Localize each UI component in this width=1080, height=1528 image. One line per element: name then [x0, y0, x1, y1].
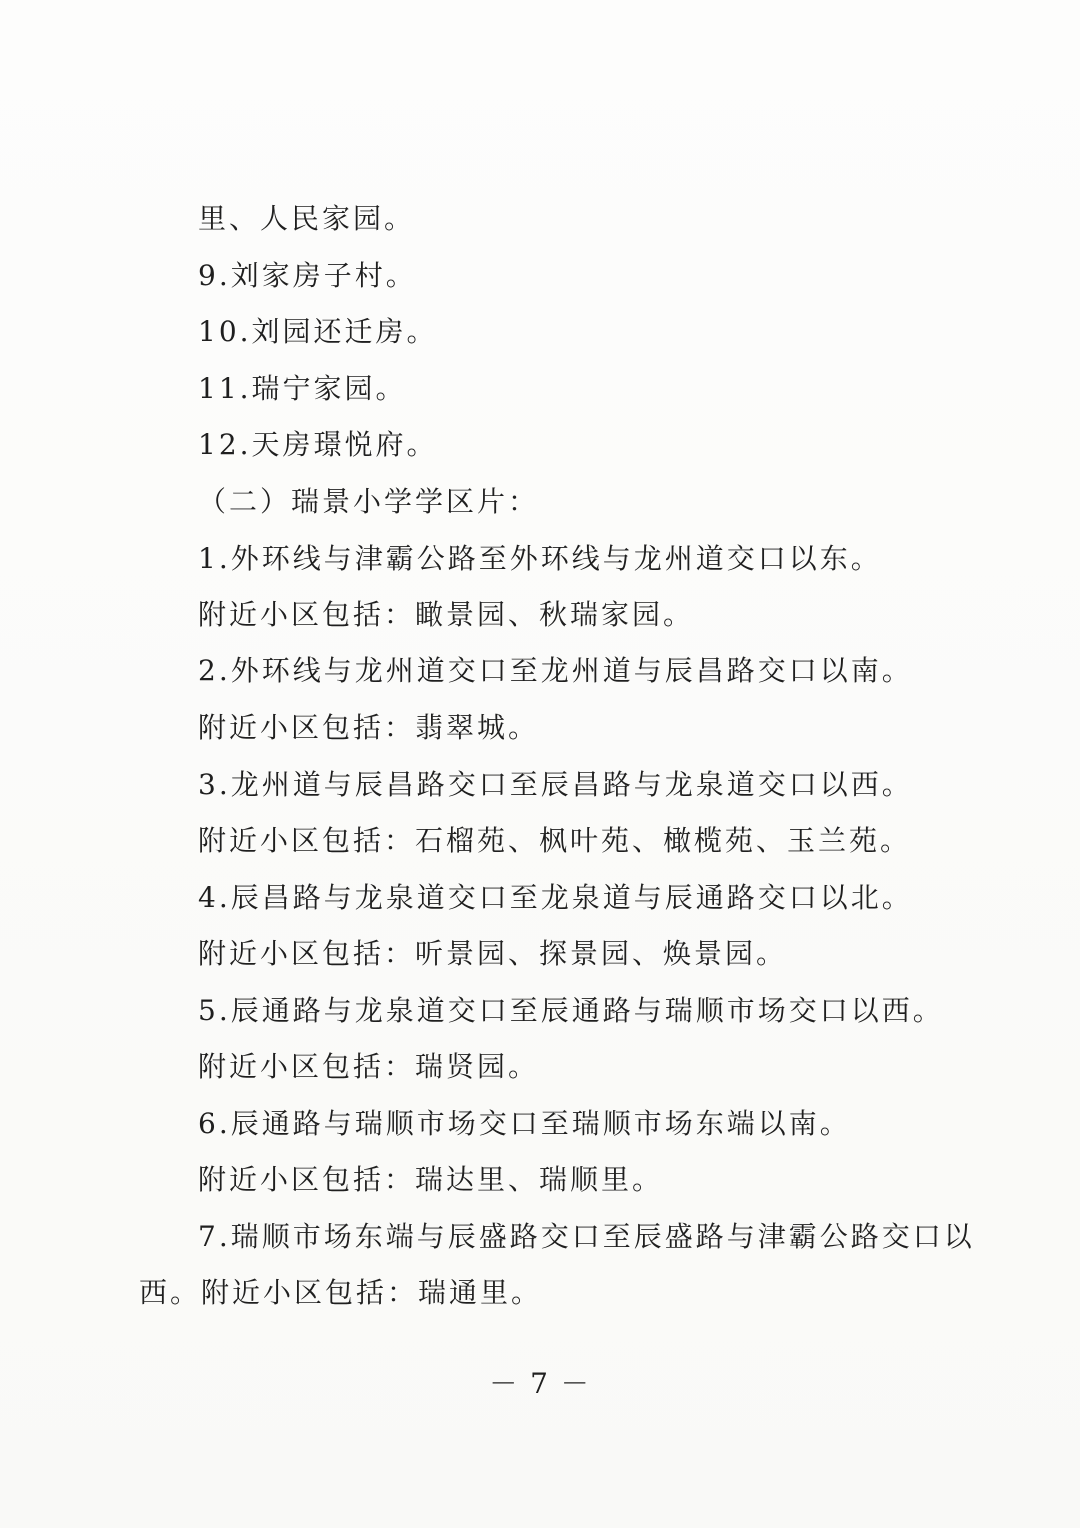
text-line: 附近小区包括：瑞贤园。 — [198, 1050, 540, 1083]
text-line: 11.瑞宁家园。 — [198, 372, 407, 405]
text-line: 附近小区包括：翡翠城。 — [198, 711, 540, 744]
text-line: 附近小区包括：瞰景园、秋瑞家园。 — [198, 598, 695, 631]
text-line: 附近小区包括：瑞达里、瑞顺里。 — [198, 1163, 664, 1196]
text-line: 10.刘园还迁房。 — [198, 315, 438, 348]
text-line: 6.辰通路与瑞顺市场交口至瑞顺市场东端以南。 — [198, 1107, 851, 1140]
text-line: 7.瑞顺市场东端与辰盛路交口至辰盛路与津霸公路交口以 — [198, 1220, 975, 1253]
text-line: 里、人民家园。 — [198, 202, 416, 235]
text-line: 9.刘家房子村。 — [198, 259, 417, 292]
page-number: － 7 － — [489, 1367, 591, 1400]
text-line: 3.龙州道与辰昌路交口至辰昌路与龙泉道交口以西。 — [198, 768, 913, 801]
section-heading: （二）瑞景小学学区片： — [198, 485, 540, 518]
text-line: 12.天房璟悦府。 — [198, 428, 438, 461]
text-line: 1.外环线与津霸公路至外环线与龙州道交口以东。 — [198, 542, 882, 575]
text-line: 附近小区包括：听景园、探景园、焕景园。 — [198, 937, 788, 970]
text-line: 2.外环线与龙州道交口至龙州道与辰昌路交口以南。 — [198, 654, 913, 687]
text-line: 4.辰昌路与龙泉道交口至龙泉道与辰通路交口以北。 — [198, 881, 913, 914]
text-line: 西。附近小区包括：瑞通里。 — [139, 1276, 543, 1309]
text-line: 附近小区包括：石榴苑、枫叶苑、橄榄苑、玉兰苑。 — [198, 824, 912, 857]
text-line: 5.辰通路与龙泉道交口至辰通路与瑞顺市场交口以西。 — [198, 994, 944, 1027]
